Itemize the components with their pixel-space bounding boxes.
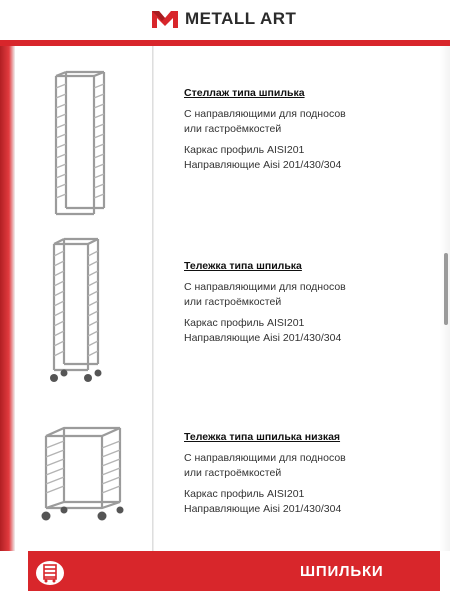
- product-desc: С направляющими для подносов: [184, 108, 346, 120]
- product-text: [184, 259, 434, 346]
- rack-badge-icon: [36, 561, 64, 585]
- product-spec: Направляющие Aisi 201/430/304: [184, 159, 342, 171]
- product-desc: или гастроёмкостей: [184, 296, 282, 308]
- product-spec: Направляющие Aisi 201/430/304: [184, 332, 342, 344]
- rack-trolley-icon: [46, 236, 106, 388]
- product-spec: Каркас профиль AISI201: [184, 488, 305, 500]
- footer-category-label[interactable]: ШПИЛЬКИ: [300, 563, 384, 580]
- left-edge-shade: [0, 46, 15, 591]
- rack-stand-icon: [46, 70, 114, 220]
- product-desc: или гастроёмкостей: [184, 467, 282, 479]
- logo-mark-icon: [150, 8, 180, 30]
- product-title[interactable]: Тележка типа шпилька низкая: [184, 431, 341, 443]
- brand-logo[interactable]: [150, 7, 296, 31]
- product-spec: Каркас профиль AISI201: [184, 144, 305, 156]
- product-text: [184, 430, 434, 517]
- footer-badge: [36, 561, 64, 585]
- product-spec: Каркас профиль AISI201: [184, 317, 305, 329]
- low-trolley-icon: [40, 424, 128, 524]
- product-spec: Направляющие Aisi 201/430/304: [184, 503, 342, 515]
- brand-name: METALL ART: [185, 9, 297, 28]
- product-title[interactable]: Стеллаж типа шпилька: [184, 87, 305, 99]
- product-title[interactable]: Тележка типа шпилька: [184, 260, 302, 272]
- product-text: [184, 86, 434, 173]
- product-desc: С направляющими для подносов: [184, 452, 346, 464]
- column-divider: [152, 46, 154, 551]
- product-desc: С направляющими для подносов: [184, 281, 346, 293]
- product-desc: или гастроёмкостей: [184, 123, 282, 135]
- scrollbar-thumb[interactable]: [444, 253, 448, 325]
